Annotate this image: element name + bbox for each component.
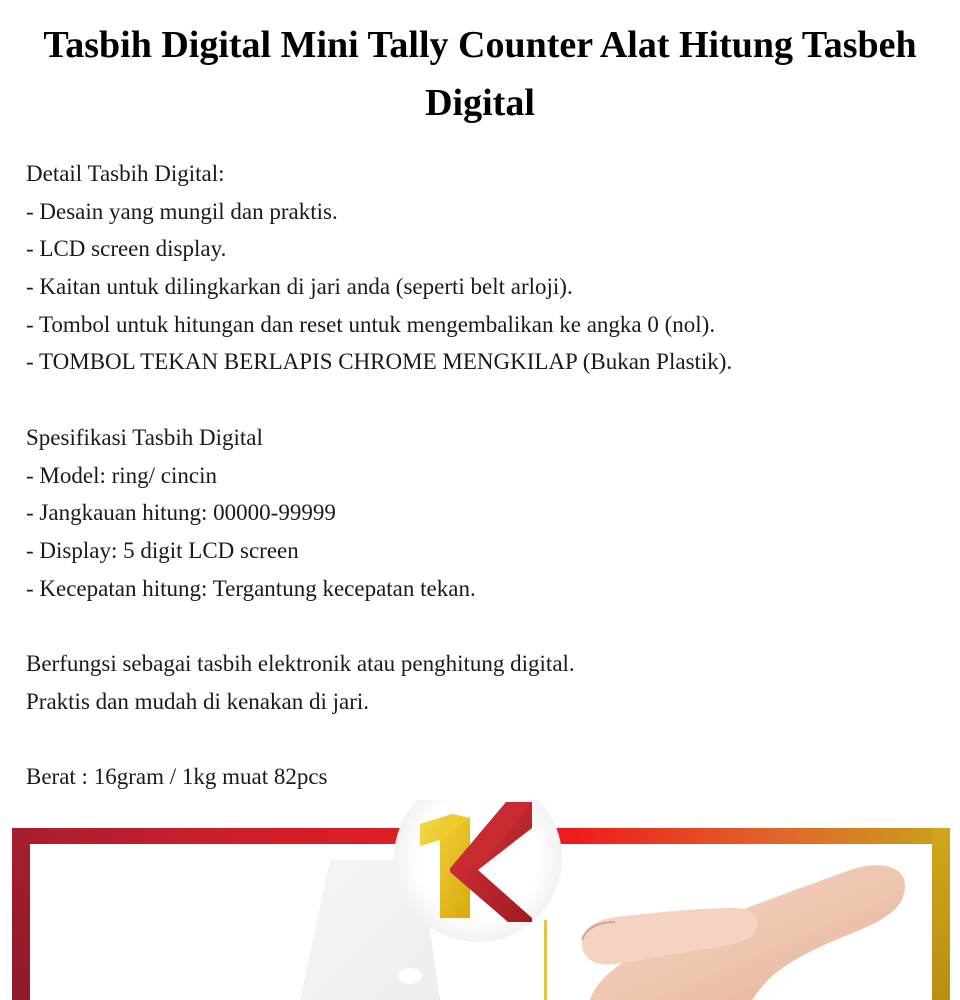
description-line: Detail Tasbih Digital:	[26, 161, 225, 186]
description-line: - Jangkauan hitung: 00000-99999	[26, 500, 336, 526]
description-line: - TOMBOL TEKAN BERLAPIS CHROME MENGKILAP (Bukan Plastik).	[26, 349, 733, 375]
product-description	[26, 155, 936, 796]
description-line: Spesifikasi Tasbih Digital	[26, 424, 263, 450]
description-line: Berat : 16gram / 1kg muat 82pcs	[26, 764, 328, 789]
product-image-banner	[0, 800, 960, 1000]
description-line: Berfungsi sebagai tasbih elektronik atau penghitung digital.	[26, 650, 575, 676]
description-line: - Model: ring/ cincin	[26, 462, 217, 488]
product-title: Tasbih Digital Mini Tally Counter Alat Hitung Tasbeh Digital	[43, 24, 917, 124]
description-blank-line	[26, 607, 936, 645]
description-line: - Kaitan untuk dilingkarkan di jari anda (seperti belt arloji).	[26, 274, 573, 300]
description-blank-line	[26, 720, 936, 758]
description-line: - Kecepatan hitung: Tergantung kecepatan tekan.	[26, 575, 476, 601]
description-blank-line	[26, 381, 936, 419]
description-line: - Tombol untuk hitungan dan reset untuk mengembalikan ke angka 0 (nol).	[26, 311, 716, 337]
description-line: - Display: 5 digit LCD screen	[26, 537, 299, 563]
description-line: Praktis dan mudah di kenakan di jari.	[26, 688, 370, 714]
description-line: - Desain yang mungil dan praktis.	[26, 198, 338, 224]
banner-graphic	[0, 800, 960, 1000]
description-line: - LCD screen display.	[26, 236, 227, 262]
